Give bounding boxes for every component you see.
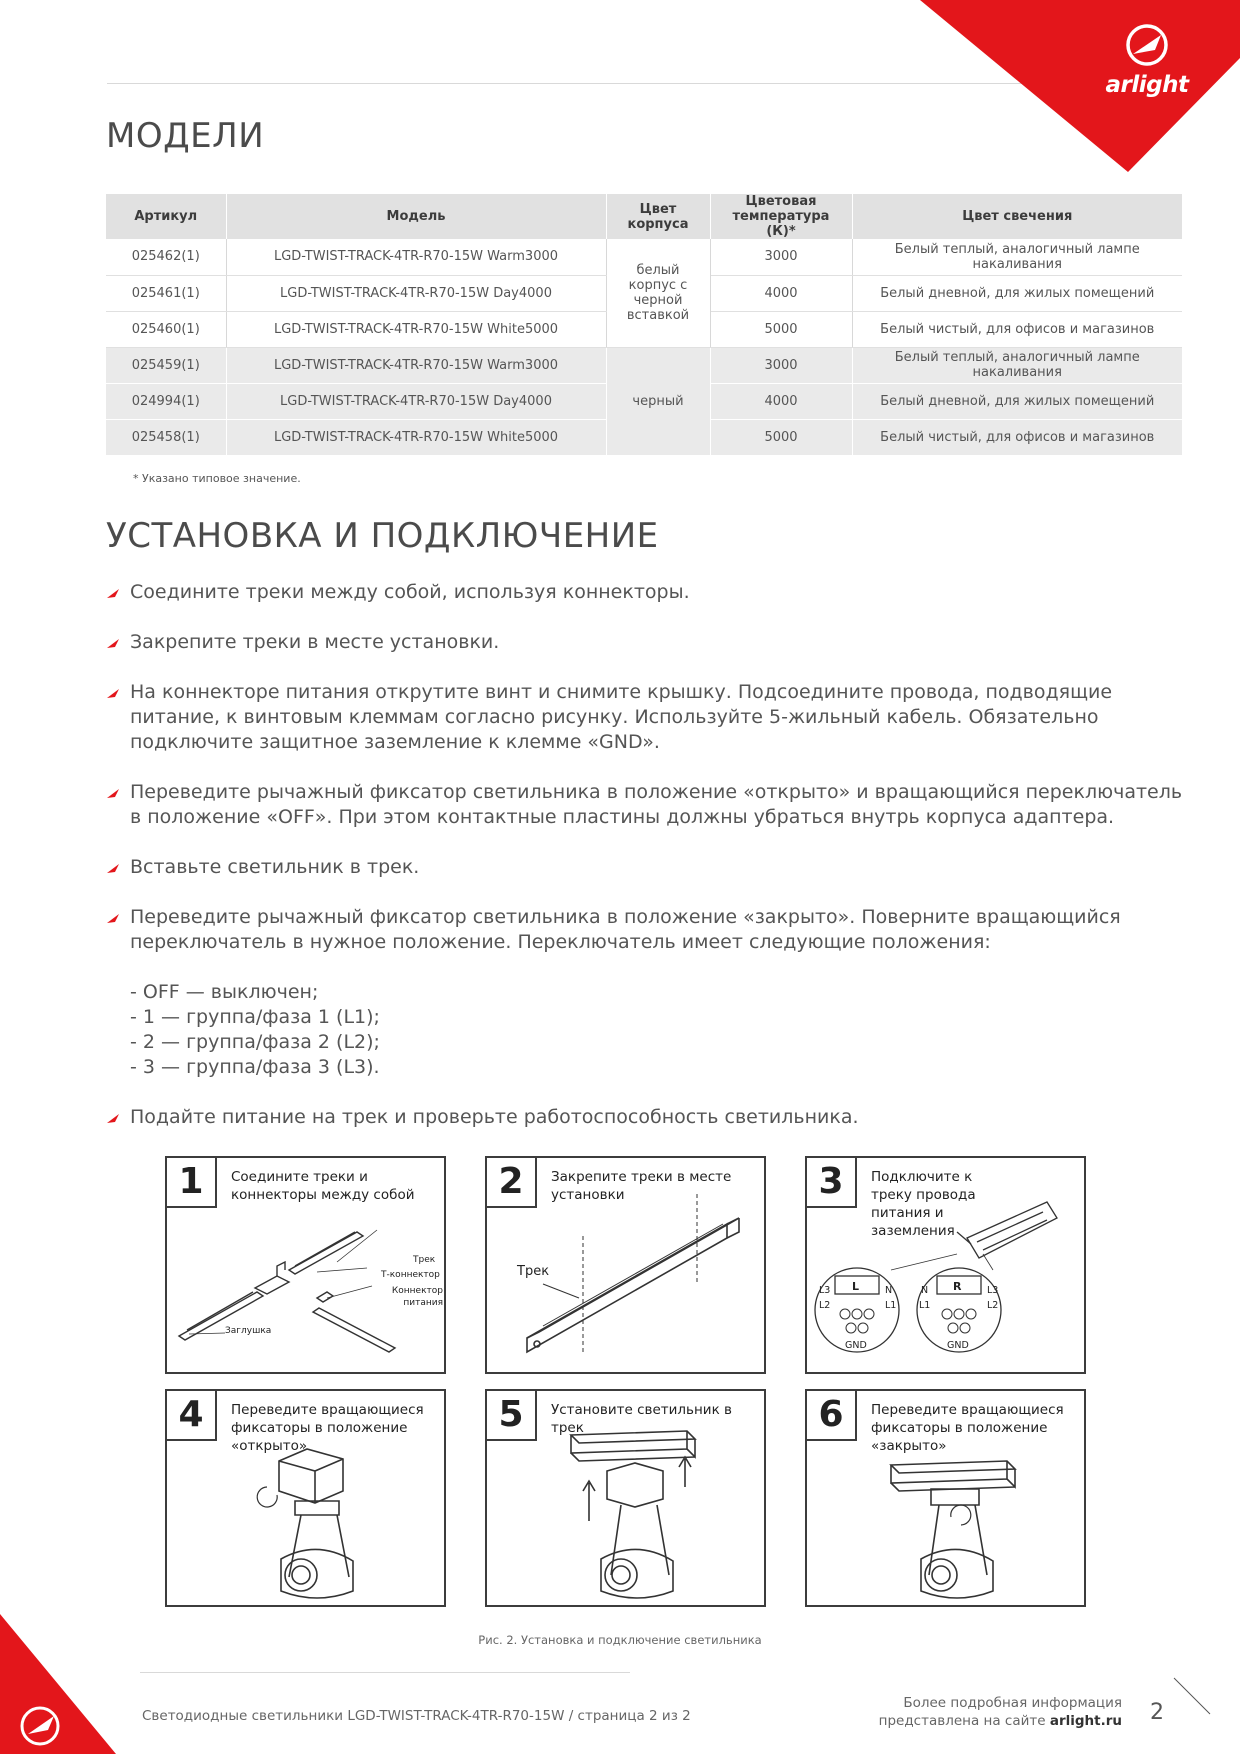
col-header-body-color: Цвет корпуса [606,194,710,239]
glow-cell: Белый чистый, для офисов и магазинов [852,311,1182,347]
figure-caption: Рис. 2. Установка и подключение светильника [478,1633,762,1647]
panel-number: 4 [167,1391,217,1441]
footer-divider [140,1672,630,1673]
step-text: Вставьте светильник в трек. [130,856,420,878]
label-power-connector: Коннектор питания [391,1286,443,1308]
wire-label-l1: L1 [885,1300,897,1311]
list-item [106,905,1186,955]
wire-label-gnd: GND [947,1340,969,1351]
body-color-cell: белый корпус с черной вставкой [606,239,710,347]
list-item [106,1105,1186,1130]
red-bullet-icon [106,587,120,599]
header-divider [107,83,1042,84]
models-table [106,194,1182,456]
wire-label-l2: L2 [987,1300,999,1311]
article-cell: 025460(1) [106,311,226,347]
red-bullet-icon [106,862,120,874]
article-cell: 025462(1) [106,239,226,275]
article-cell: 025461(1) [106,275,226,311]
temp-cell: 4000 [710,383,852,419]
footer-more-info [820,1694,1122,1730]
arlight-logo [1072,22,1222,98]
temp-cell: 4000 [710,275,852,311]
panel-caption: Соедините треки и коннекторы между собой [231,1169,415,1203]
footer-doc-title: Светодиодные светильники LGD-TWIST-TRACK-4TR-R70-15W / страница 2 из 2 [142,1708,691,1724]
glow-cell: Белый дневной, для жилых помещений [852,275,1182,311]
glow-cell: Белый теплый, аналогичный лампе накаливания [852,239,1182,275]
switch-option: - OFF — выключен; [130,981,319,1003]
list-item [106,580,1186,605]
step-text: Переведите рычажный фиксатор светильника в положение «открыто» и вращающийся переключатель в положение «OFF». При этом контактные пластины должны убраться внутрь корпуса адаптера. [130,781,1183,828]
figure-panel-1 [165,1156,446,1374]
col-header-glow-color: Цвет свечения [852,194,1182,239]
models-title: МОДЕЛИ [106,116,265,156]
label-track: Трек [413,1255,436,1265]
model-cell: LGD-TWIST-TRACK-4TR-R70-15W White5000 [226,419,606,455]
page-slash-icon [1172,1676,1212,1716]
temp-cell: 5000 [710,311,852,347]
col-header-color-temp: Цветовая температура (К)* [710,194,852,239]
table-row [106,239,1182,275]
panel-caption: Переведите вращающиеся фиксаторы в положение «открыто» [231,1402,424,1454]
switch-options [106,980,1186,1080]
list-item [106,855,1186,880]
step-text: На коннекторе питания открутите винт и снимите крышку. Подсоедините провода, подводящие питание, к винтовым клеммам согласно рисунку. Используйте 5-жильный кабель. Обязательно подключите защитное заземление к клемме «GND». [130,681,1113,753]
step-text: Подайте питание на трек и проверьте работоспособность светильника. [130,1106,859,1128]
figure-panel-3 [805,1156,1086,1374]
install-steps [106,580,1186,1130]
model-cell: LGD-TWIST-TRACK-4TR-R70-15W Day4000 [226,275,606,311]
panel-number: 6 [807,1391,857,1441]
panel-caption: Установите светильник в трек [551,1402,732,1436]
temp-cell: 5000 [710,419,852,455]
footer-red-corner [0,1614,120,1754]
logo-text: arlight [1105,72,1189,98]
list-item [106,780,1186,830]
glow-cell: Белый дневной, для жилых помещений [852,383,1182,419]
wire-label-l: L [852,1280,860,1293]
footer-info-line2: представлена на сайте [878,1713,1050,1729]
panel-number: 1 [167,1158,217,1208]
temp-cell: 3000 [710,239,852,275]
model-cell: LGD-TWIST-TRACK-4TR-R70-15W Warm3000 [226,239,606,275]
figure-panel-2 [485,1156,766,1374]
article-cell: 024994(1) [106,383,226,419]
red-bullet-icon [106,687,120,699]
page-number: 2 [1150,1700,1164,1725]
glow-cell: Белый теплый, аналогичный лампе накаливания [852,347,1182,383]
step-text: Соедините треки между собой, используя коннекторы. [130,581,690,603]
panel-caption: Переведите вращающиеся фиксаторы в положение «закрыто» [871,1402,1064,1454]
body-color-cell: черный [606,347,710,455]
panel-caption: Закрепите треки в месте установки [551,1169,732,1203]
install-title: УСТАНОВКА И ПОДКЛЮЧЕНИЕ [106,516,659,556]
list-item [106,680,1186,755]
red-bullet-icon [106,637,120,649]
red-bullet-icon [106,787,120,799]
list-item [106,630,1186,655]
switch-option: - 2 — группа/фаза 2 (L2); [130,1031,380,1053]
panel-caption: Подключите к треку провода питания и заземления [871,1169,976,1239]
wire-label-l2: L2 [819,1300,831,1311]
switch-option: - 3 — группа/фаза 3 (L3). [130,1056,380,1078]
table-row [106,347,1182,383]
panel-number: 3 [807,1158,857,1208]
figure-panel-6 [805,1389,1086,1607]
table-footnote: * Указано типовое значение. [133,472,301,485]
label-t-connector: Т-коннектор [381,1270,440,1280]
figure-panel-5 [485,1389,766,1607]
wire-label-gnd: GND [845,1340,867,1351]
wire-label-l3: L3 [987,1285,999,1296]
model-cell: LGD-TWIST-TRACK-4TR-R70-15W Day4000 [226,383,606,419]
col-header-article: Артикул [106,194,226,239]
label-end-cap: Заглушка [225,1326,272,1336]
red-bullet-icon [106,912,120,924]
wire-label-r: R [953,1280,962,1293]
figure-panel-4 [165,1389,446,1607]
arlight-swoosh-icon [1119,22,1175,68]
wire-label-n: N [885,1285,893,1296]
panel-number: 5 [487,1391,537,1441]
panel-number: 2 [487,1158,537,1208]
wire-label-l1: L1 [919,1300,931,1311]
glow-cell: Белый чистый, для офисов и магазинов [852,419,1182,455]
model-cell: LGD-TWIST-TRACK-4TR-R70-15W Warm3000 [226,347,606,383]
step-text: Закрепите треки в месте установки. [130,631,500,653]
step-text: Переведите рычажный фиксатор светильника в положение «закрыто». Поверните вращающийся переключатель в нужное положение. Переключатель имеет следующие положения: [130,906,1121,953]
temp-cell: 3000 [710,347,852,383]
label-track: Трек [517,1264,550,1279]
article-cell: 025458(1) [106,419,226,455]
site-link[interactable]: arlight.ru [1049,1713,1122,1729]
col-header-model: Модель [226,194,606,239]
model-cell: LGD-TWIST-TRACK-4TR-R70-15W White5000 [226,311,606,347]
footer-info-line1: Более подробная информация [903,1695,1122,1711]
wire-label-n: N [921,1285,929,1296]
article-cell: 025459(1) [106,347,226,383]
red-bullet-icon [106,1112,120,1124]
switch-option: - 1 — группа/фаза 1 (L1); [130,1006,380,1028]
wire-label-l3: L3 [819,1285,831,1296]
